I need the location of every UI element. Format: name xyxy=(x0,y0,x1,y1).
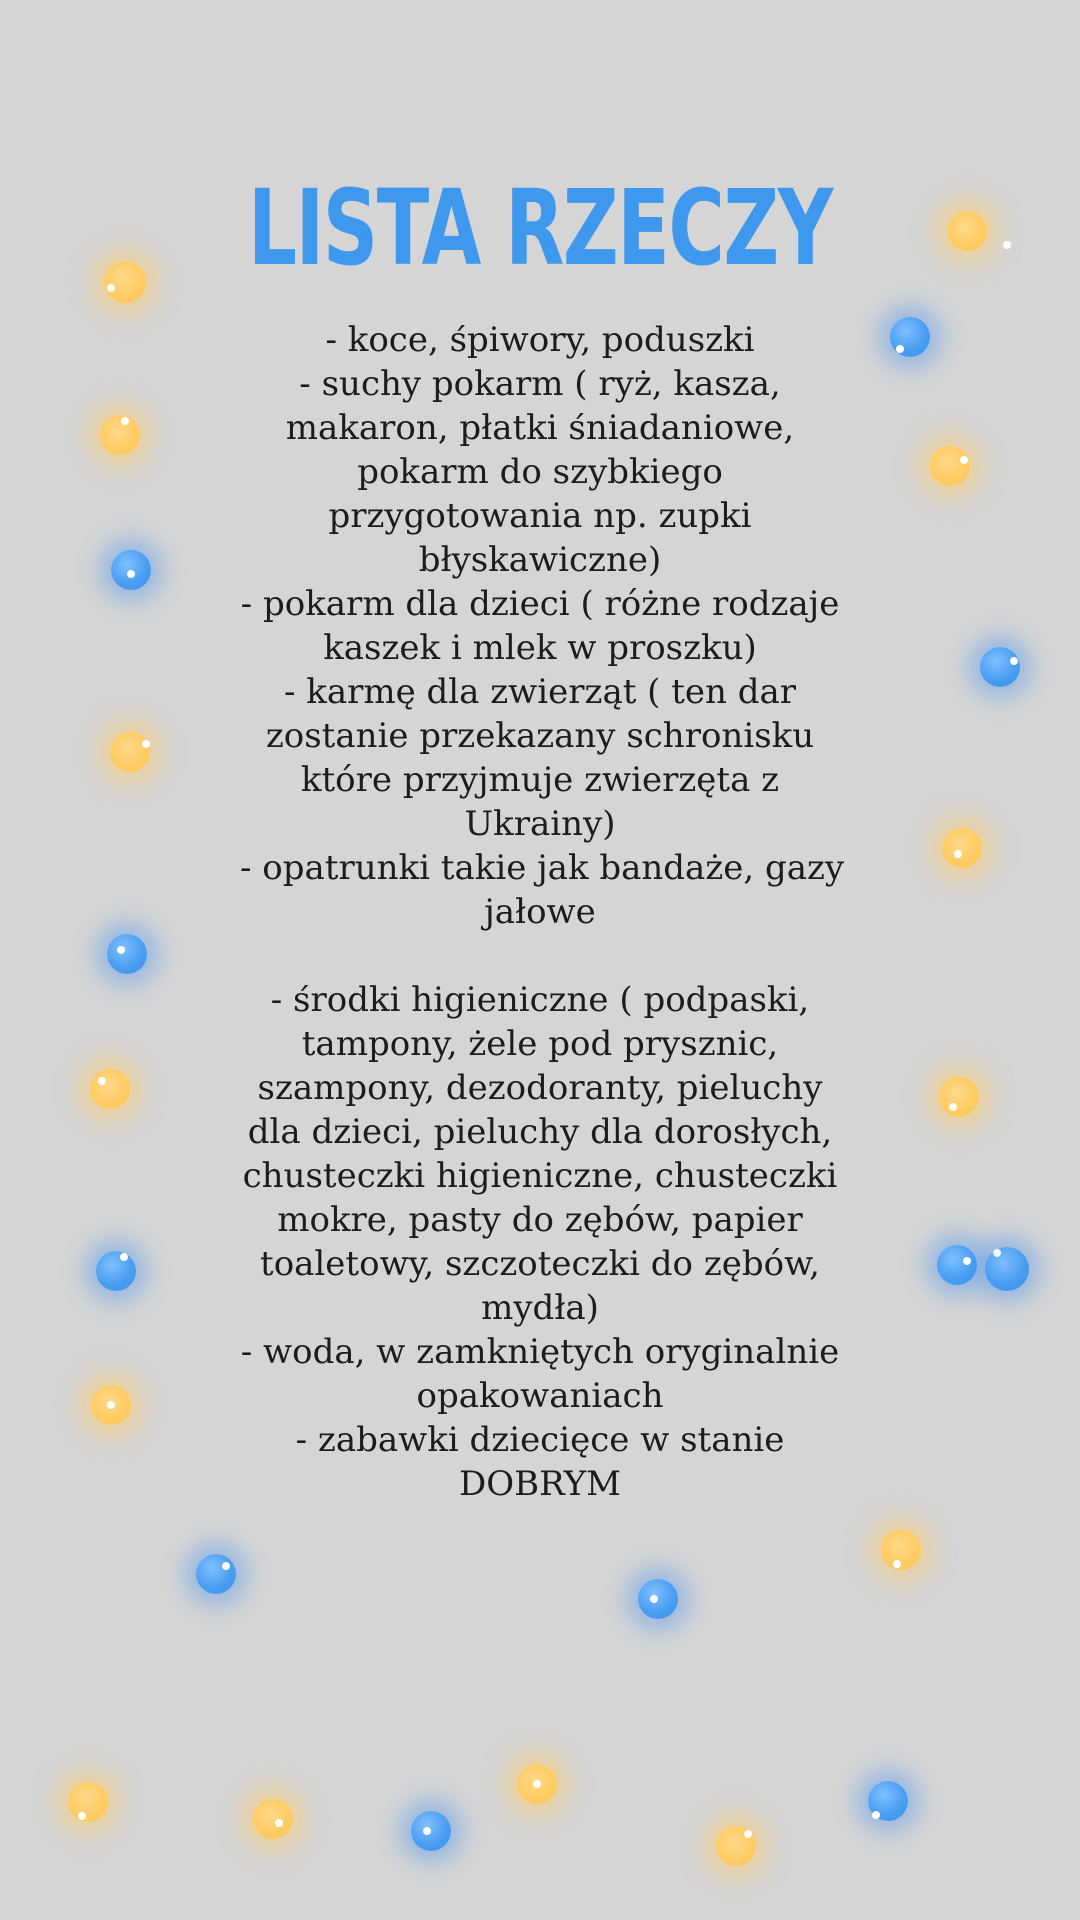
list-line: - pokarm dla dzieci ( różne rodzaje xyxy=(240,584,840,624)
fairy-light-bulb-icon xyxy=(985,1247,1029,1291)
fairy-light-bulb-icon xyxy=(980,647,1020,687)
bulb-highlight xyxy=(1003,241,1011,249)
fairy-light-bulb-icon xyxy=(253,1799,293,1839)
list-line: zostanie przekazany schronisku xyxy=(265,716,815,756)
bulb-highlight xyxy=(127,570,135,578)
fairy-light-bulb-icon xyxy=(107,934,147,974)
fairy-light-bulb-icon xyxy=(100,415,140,455)
list-line: dla dzieci, pieluchy dla dorosłych, xyxy=(247,1112,833,1152)
list-line: makaron, płatki śniadaniowe, xyxy=(285,408,795,448)
list-line: toaletowy, szczoteczki do zębów, xyxy=(260,1244,820,1284)
fairy-light-bulb-icon xyxy=(937,1245,977,1285)
bulb-highlight xyxy=(117,946,125,954)
fairy-light-bulb-icon xyxy=(942,828,982,868)
fairy-light-bulb-icon xyxy=(947,211,987,251)
bulb-highlight xyxy=(744,1830,752,1838)
items-list xyxy=(240,318,845,1506)
list-line: błyskawiczne) xyxy=(418,540,662,580)
list-line: tampony, żele pod prysznic, xyxy=(301,1024,779,1064)
list-line: pokarm do szybkiego xyxy=(357,452,723,492)
bulb-highlight xyxy=(963,1257,971,1265)
list-line: opakowaniach xyxy=(416,1376,664,1416)
fairy-light-bulb-icon xyxy=(868,1781,908,1821)
list-line: - koce, śpiwory, poduszki xyxy=(325,320,755,360)
fairy-light-bulb-icon xyxy=(411,1811,451,1851)
fairy-light-bulb-icon xyxy=(517,1764,557,1804)
fairy-light-bulb-icon xyxy=(638,1579,678,1619)
bulb-highlight xyxy=(872,1811,880,1819)
bulb-highlight xyxy=(423,1827,431,1835)
list-line: - środki higieniczne ( podpaski, xyxy=(270,980,810,1020)
fairy-light-bulb-icon xyxy=(939,1077,979,1117)
bulb-highlight xyxy=(954,850,962,858)
bulb-highlight xyxy=(960,456,968,464)
bulb-highlight xyxy=(533,1780,541,1788)
fairy-light-bulb-icon xyxy=(196,1554,236,1594)
list-line: mydła) xyxy=(481,1288,599,1328)
fairy-light-bulb-icon xyxy=(91,1385,131,1425)
bulb-highlight xyxy=(121,417,129,425)
list-line: jałowe xyxy=(484,892,596,932)
fairy-light-bulb-icon xyxy=(68,1782,108,1822)
fairy-light-bulb-icon xyxy=(890,317,930,357)
list-line: szampony, dezodoranty, pieluchy xyxy=(257,1068,823,1108)
fairy-light-bulb-icon xyxy=(881,1530,921,1570)
fairy-light-bulb-icon xyxy=(96,1251,136,1291)
bulb-highlight xyxy=(1010,657,1018,665)
list-line: które przyjmuje zwierzęta z xyxy=(300,760,780,800)
bulb-highlight xyxy=(120,1253,128,1261)
list-line: - woda, w zamkniętych oryginalnie xyxy=(240,1332,840,1372)
bulb-highlight xyxy=(650,1595,658,1603)
bulb-highlight xyxy=(142,740,150,748)
fairy-light-bulb-icon xyxy=(110,732,150,772)
bulb-highlight xyxy=(993,1249,1001,1257)
fairy-light-bulb-icon xyxy=(716,1826,756,1866)
list-line: Ukrainy) xyxy=(464,804,616,844)
list-line: - zabawki dziecięce w stanie xyxy=(295,1420,785,1460)
bulb-highlight xyxy=(107,284,115,292)
bulb-highlight xyxy=(896,345,904,353)
list-line: - suchy pokarm ( ryż, kasza, xyxy=(299,364,781,404)
bulb-highlight xyxy=(893,1560,901,1568)
list-line: chusteczki higieniczne, chusteczki xyxy=(242,1156,838,1196)
page-title: LISTA RZECZY xyxy=(248,167,832,289)
list-line: przygotowania np. zupki xyxy=(328,496,752,536)
bulb-highlight xyxy=(98,1077,106,1085)
fairy-light-bulb-icon xyxy=(111,550,151,590)
list-spacer xyxy=(240,934,840,978)
bulb-highlight xyxy=(275,1819,283,1827)
fairy-light-bulb-icon xyxy=(930,446,970,486)
bulb-highlight xyxy=(222,1562,230,1570)
bulb-highlight xyxy=(107,1401,115,1409)
list-line: - opatrunki takie jak bandaże, gazy xyxy=(240,848,845,888)
list-line: - karmę dla zwierząt ( ten dar xyxy=(283,672,797,712)
fairy-light-bulb-icon xyxy=(90,1069,130,1109)
list-line: kaszek i mlek w proszku) xyxy=(323,628,757,668)
list-line: DOBRYM xyxy=(459,1464,621,1504)
bulb-highlight xyxy=(949,1103,957,1111)
list-line: mokre, pasty do zębów, papier xyxy=(277,1200,803,1240)
bulb-highlight xyxy=(78,1812,86,1820)
